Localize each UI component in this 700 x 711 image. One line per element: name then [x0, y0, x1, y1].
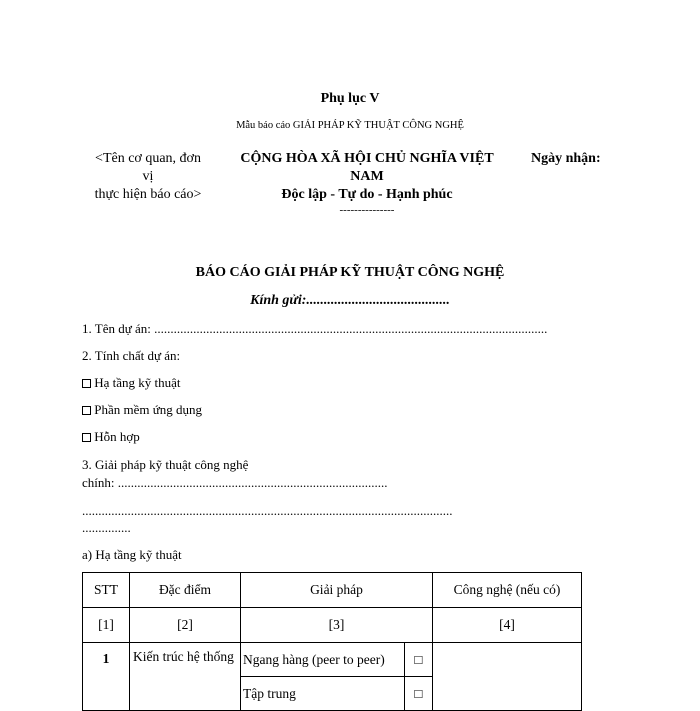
nation-line-1: CỘNG HÒA XÃ HỘI CHỦ NGHĨA VIỆT — [240, 151, 494, 166]
main-solution-label: 3. Giải pháp kỹ thuật công nghệ — [82, 457, 249, 472]
infrastructure-table — [82, 572, 582, 711]
index-1: [1] — [83, 608, 130, 643]
main-solution-field[interactable]: chính: ................................................................................... — [82, 475, 388, 490]
date-received-label: Ngày nhận: — [531, 151, 601, 166]
checkbox-software[interactable] — [82, 406, 91, 415]
index-3: [3] — [241, 608, 433, 643]
option-software[interactable] — [82, 401, 202, 419]
org-line-1: <Tên cơ quan, đơn — [95, 151, 201, 166]
nation-line-2: NAM — [350, 169, 384, 184]
header-stt: STT — [83, 573, 130, 608]
header-solution: Giải pháp — [241, 573, 433, 608]
motto-rule: --------------- — [339, 204, 395, 216]
row-option-central: Tập trung — [241, 677, 405, 711]
report-title: BÁO CÁO GIẢI PHÁP KỸ THUẬT CÔNG NGHỆ — [195, 265, 505, 280]
project-name-field[interactable]: 1. Tên dự án: ......................................................................................................................... — [82, 321, 548, 336]
row-checkbox-peer[interactable]: □ — [405, 643, 433, 677]
table-row — [83, 643, 582, 677]
table-index-row — [83, 608, 582, 643]
row-feature: Kiến trúc hệ thống — [130, 643, 241, 711]
org-name — [78, 150, 218, 204]
row-technology-cell[interactable] — [433, 643, 582, 711]
section-a-heading: a) Hạ tầng kỹ thuật — [82, 547, 182, 562]
row-option-peer: Ngang hàng (peer to peer) — [241, 643, 405, 677]
option-software-label: Phần mềm ứng dụng — [94, 402, 203, 417]
option-mixed-label: Hỗn hợp — [94, 429, 140, 444]
motto: Độc lập - Tự do - Hạnh phúc — [281, 187, 453, 202]
option-infrastructure[interactable] — [82, 374, 181, 392]
option-mixed[interactable] — [82, 428, 140, 446]
org-line-3: thực hiện báo cáo> — [94, 187, 202, 202]
form-subtitle: Mẫu báo cáo GIẢI PHÁP KỸ THUẬT CÔNG NGHỆ — [236, 120, 464, 131]
option-infrastructure-label: Hạ tầng kỹ thuật — [94, 375, 181, 390]
project-nature-label: 2. Tính chất dự án: — [82, 348, 181, 363]
org-line-2: vị — [142, 169, 154, 184]
index-4: [4] — [433, 608, 582, 643]
header-feature: Đặc điểm — [130, 573, 241, 608]
appendix-title: Phụ lục V — [320, 91, 380, 106]
recipient-line: Kính gửi:......................................... — [250, 293, 450, 308]
dotted-continuation-1[interactable]: .................................................................................................................. — [82, 503, 453, 518]
table-header-row — [83, 573, 582, 608]
nation-heading — [222, 150, 512, 204]
dotted-continuation-2[interactable]: ............... — [82, 520, 131, 535]
index-2: [2] — [130, 608, 241, 643]
row-checkbox-central[interactable]: □ — [405, 677, 433, 711]
row-stt: 1 — [83, 643, 130, 711]
header-technology: Công nghệ (nếu có) — [433, 573, 582, 608]
checkbox-mixed[interactable] — [82, 433, 91, 442]
checkbox-infrastructure[interactable] — [82, 379, 91, 388]
